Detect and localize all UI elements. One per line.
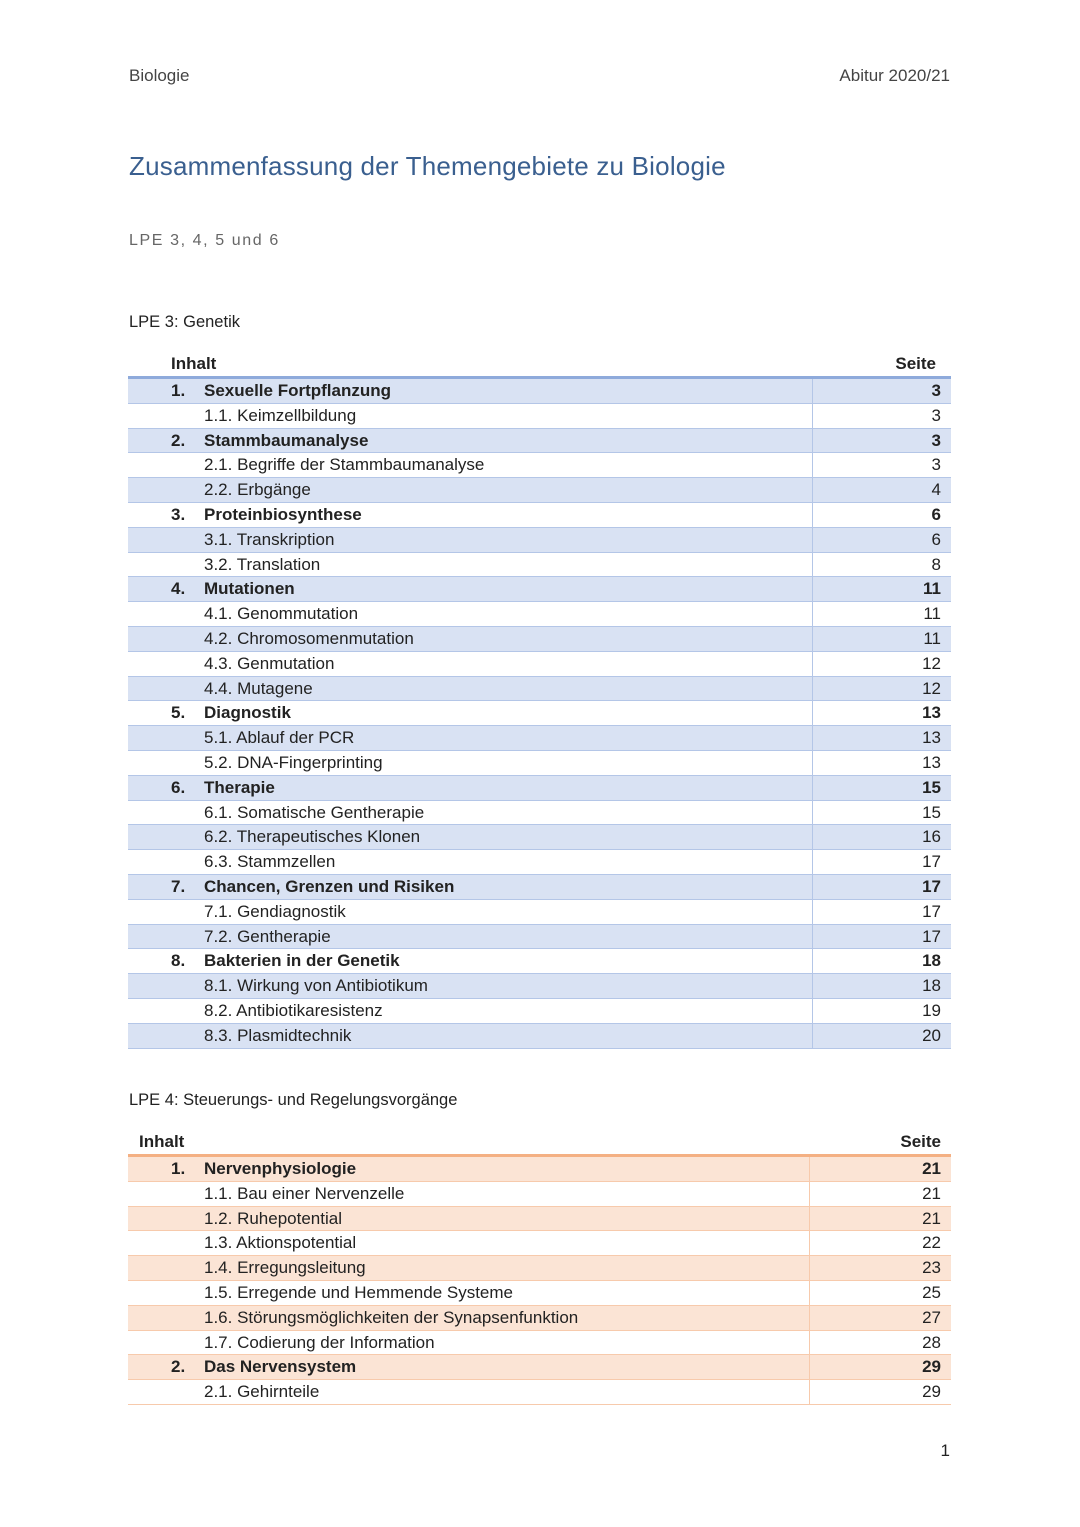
chapter-title: Bakterien in der Genetik	[204, 951, 400, 971]
page-reference: 6	[931, 529, 941, 549]
toc-subsection-row	[128, 974, 951, 999]
toc-subsection-row	[128, 404, 951, 429]
subsection-title: 7.1. Gendiagnostik	[204, 901, 346, 921]
column-divider	[812, 701, 813, 725]
subsection-title: 1.3. Aktionspotential	[204, 1233, 357, 1253]
page-reference: 18	[922, 951, 941, 971]
toc-subsection-row	[128, 900, 951, 925]
page-reference: 27	[922, 1307, 941, 1327]
chapter-title: Chancen, Grenzen und Risiken	[204, 876, 455, 896]
column-divider	[812, 925, 813, 949]
toc-subsection-row	[128, 825, 951, 850]
column-divider	[812, 677, 813, 701]
page-subtitle: LPE 3, 4, 5 und 6	[129, 232, 280, 249]
column-divider	[809, 1306, 810, 1330]
column-header-seite: Seite	[900, 1132, 941, 1151]
subsection-title: 1.6. Störungsmöglichkeiten der Synapsenfunktion	[204, 1307, 579, 1327]
subsection-title: 4.2. Chromosomenmutation	[204, 628, 414, 648]
toc-subsection-row	[128, 453, 951, 478]
subsection-title: 5.1. Ablauf der PCR	[204, 728, 355, 748]
column-divider	[809, 1157, 810, 1181]
subsection-title: 2.1. Gehirnteile	[204, 1382, 320, 1402]
toc-subsection-row	[128, 478, 951, 503]
toc-chapter-row	[128, 875, 951, 900]
page-reference: 28	[922, 1332, 941, 1352]
section-label-lpe4: LPE 4: Steuerungs- und Regelungsvorgänge	[129, 1091, 458, 1109]
subsection-title: 4.3. Genmutation	[204, 653, 335, 673]
column-divider	[812, 652, 813, 676]
page-reference: 22	[922, 1233, 941, 1253]
subsection-title: 8.2. Antibiotikaresistenz	[204, 1000, 383, 1020]
column-divider	[812, 974, 813, 998]
page-reference: 3	[931, 381, 941, 400]
page-reference: 11	[923, 628, 941, 648]
column-divider	[809, 1207, 810, 1231]
chapter-title: Stammbaumanalyse	[204, 430, 369, 450]
column-divider	[812, 478, 813, 502]
column-divider	[812, 429, 813, 453]
chapter-number: 1.	[171, 1159, 186, 1178]
page-reference: 21	[922, 1159, 941, 1178]
toc-chapter-row	[128, 577, 951, 602]
toc-subsection-row	[128, 1182, 951, 1207]
subsection-title: 1.2. Ruhepotential	[204, 1208, 342, 1228]
column-divider	[809, 1331, 810, 1355]
column-divider	[812, 900, 813, 924]
page-reference: 18	[922, 976, 941, 996]
page-reference: 25	[922, 1282, 941, 1302]
page-reference: 21	[922, 1208, 941, 1228]
toc-subsection-row	[128, 1024, 951, 1049]
chapter-title: Sexuelle Fortpflanzung	[204, 381, 392, 400]
toc-header	[128, 1132, 951, 1157]
toc-subsection-row	[128, 652, 951, 677]
column-divider	[809, 1355, 810, 1379]
page-reference: 21	[922, 1183, 941, 1203]
chapter-title: Therapie	[204, 777, 275, 797]
subsection-title: 7.2. Gentherapie	[204, 926, 331, 946]
chapter-title: Das Nervensystem	[204, 1357, 357, 1377]
subsection-title: 4.4. Mutagene	[204, 678, 313, 698]
page-reference: 15	[922, 802, 941, 822]
column-header-inhalt: Inhalt	[171, 354, 217, 373]
subsection-title: 1.5. Erregende und Hemmende Systeme	[204, 1282, 514, 1302]
toc-subsection-row	[128, 553, 951, 578]
column-divider	[812, 553, 813, 577]
chapter-title: Diagnostik	[204, 703, 291, 723]
toc-subsection-row	[128, 677, 951, 702]
page-reference: 17	[922, 852, 941, 872]
subsection-title: 3.2. Translation	[204, 554, 321, 574]
toc-table-lpe4	[128, 1132, 951, 1405]
column-divider	[812, 577, 813, 601]
toc-subsection-row	[128, 801, 951, 826]
column-header-inhalt: Inhalt	[139, 1132, 185, 1151]
page-reference: 8	[931, 554, 941, 574]
column-divider	[812, 850, 813, 874]
chapter-number: 4.	[171, 579, 186, 599]
page-reference: 20	[922, 1025, 941, 1045]
subsection-title: 6.3. Stammzellen	[204, 852, 336, 872]
subsection-title: 5.2. DNA-Fingerprinting	[204, 752, 383, 772]
toc-subsection-row	[128, 850, 951, 875]
page-reference: 3	[931, 405, 941, 425]
chapter-number: 7.	[171, 876, 186, 896]
column-divider	[809, 1182, 810, 1206]
page-reference: 11	[923, 604, 941, 624]
subsection-title: 1.1. Bau einer Nervenzelle	[204, 1183, 405, 1203]
chapter-number: 1.	[171, 381, 186, 400]
toc-rows	[128, 1157, 951, 1405]
column-divider	[809, 1231, 810, 1255]
column-divider	[812, 776, 813, 800]
subsection-title: 8.1. Wirkung von Antibiotikum	[204, 976, 428, 996]
column-divider	[812, 999, 813, 1023]
chapter-title: Proteinbiosynthese	[204, 504, 362, 524]
chapter-number: 2.	[171, 1357, 186, 1377]
toc-subsection-row	[128, 1331, 951, 1356]
page-reference: 3	[931, 455, 941, 475]
toc-subsection-row	[128, 751, 951, 776]
page-reference: 17	[922, 901, 941, 921]
column-divider	[812, 825, 813, 849]
page-reference: 29	[922, 1382, 941, 1402]
subsection-title: 2.2. Erbgänge	[204, 480, 311, 500]
page-reference: 29	[922, 1357, 941, 1377]
toc-chapter-row	[128, 429, 951, 454]
page-reference: 17	[922, 876, 941, 896]
page-reference: 12	[922, 653, 941, 673]
toc-subsection-row	[128, 627, 951, 652]
subsection-title: 6.2. Therapeutisches Klonen	[204, 827, 421, 847]
column-divider	[812, 528, 813, 552]
subsection-title: 1.4. Erregungsleitung	[204, 1258, 366, 1278]
header-year: Abitur 2020/21	[839, 66, 950, 85]
toc-chapter-row	[128, 949, 951, 974]
page-reference: 13	[922, 728, 941, 748]
column-divider	[812, 453, 813, 477]
column-header-seite: Seite	[895, 354, 936, 373]
chapter-number: 8.	[171, 951, 186, 971]
toc-subsection-row	[128, 999, 951, 1024]
page-reference: 19	[922, 1000, 941, 1020]
toc-subsection-row	[128, 1207, 951, 1232]
subsection-title: 3.1. Transkription	[204, 529, 335, 549]
toc-subsection-row	[128, 1231, 951, 1256]
column-divider	[809, 1256, 810, 1280]
subsection-title: 6.1. Somatische Gentherapie	[204, 802, 425, 822]
toc-subsection-row	[128, 925, 951, 950]
column-divider	[812, 503, 813, 527]
chapter-title: Nervenphysiologie	[204, 1159, 357, 1178]
toc-chapter-row	[128, 776, 951, 801]
toc-chapter-row	[128, 503, 951, 528]
page-reference: 13	[922, 752, 941, 772]
subsection-title: 1.7. Codierung der Information	[204, 1332, 435, 1352]
toc-subsection-row	[128, 1281, 951, 1306]
page-reference: 4	[931, 480, 941, 500]
page-reference: 13	[922, 703, 941, 723]
toc-subsection-row	[128, 602, 951, 627]
column-divider	[812, 875, 813, 899]
column-divider	[812, 404, 813, 428]
chapter-number: 3.	[171, 504, 186, 524]
column-divider	[812, 379, 813, 403]
column-divider	[812, 602, 813, 626]
column-divider	[812, 801, 813, 825]
toc-subsection-row	[128, 726, 951, 751]
toc-chapter-row	[128, 701, 951, 726]
subsection-title: 2.1. Begriffe der Stammbaumanalyse	[204, 455, 485, 475]
toc-chapter-row	[128, 1355, 951, 1380]
toc-subsection-row	[128, 528, 951, 553]
column-divider	[809, 1281, 810, 1305]
column-divider	[812, 726, 813, 750]
page-reference: 23	[922, 1258, 941, 1278]
page-reference: 16	[922, 827, 941, 847]
column-divider	[812, 949, 813, 973]
subsection-title: 1.1. Keimzellbildung	[204, 405, 357, 425]
subsection-title: 8.3. Plasmidtechnik	[204, 1025, 352, 1045]
column-divider	[812, 1024, 813, 1048]
page-reference: 12	[922, 678, 941, 698]
chapter-title: Mutationen	[204, 579, 295, 599]
toc-table-lpe3	[128, 354, 951, 1049]
subsection-title: 4.1. Genommutation	[204, 604, 359, 624]
column-divider	[809, 1380, 810, 1404]
page-reference: 11	[923, 579, 941, 599]
toc-chapter-row	[128, 1157, 951, 1182]
header-subject: Biologie	[129, 66, 190, 85]
page-reference: 17	[922, 926, 941, 946]
column-divider	[812, 627, 813, 651]
chapter-number: 5.	[171, 703, 186, 723]
page-reference: 15	[922, 777, 941, 797]
toc-chapter-row	[128, 379, 951, 404]
section-label-lpe3: LPE 3: Genetik	[129, 313, 240, 331]
page-reference: 3	[931, 430, 941, 450]
chapter-number: 2.	[171, 430, 186, 450]
page-number: 1	[940, 1441, 950, 1460]
toc-subsection-row	[128, 1256, 951, 1281]
page-reference: 6	[931, 504, 941, 524]
column-divider	[812, 751, 813, 775]
toc-subsection-row	[128, 1380, 951, 1405]
page-title: Zusammenfassung der Themengebiete zu Biologie	[129, 151, 726, 181]
toc-rows	[128, 379, 951, 1049]
toc-header	[128, 354, 951, 379]
chapter-number: 6.	[171, 777, 186, 797]
toc-subsection-row	[128, 1306, 951, 1331]
